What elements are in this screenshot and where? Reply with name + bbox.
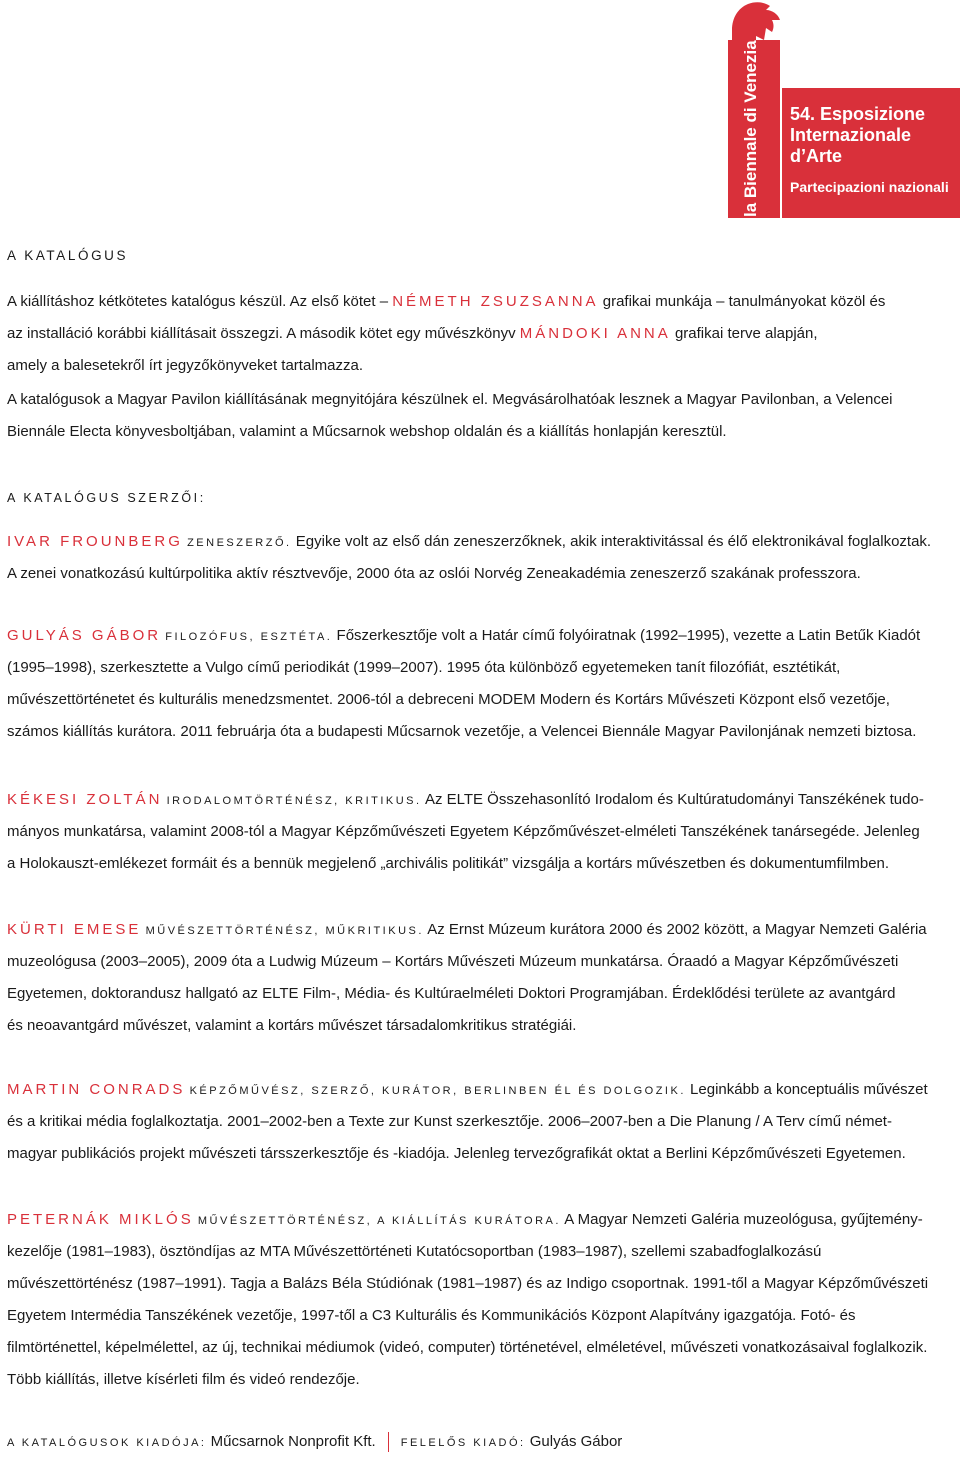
author-role: FILOZÓFUS, ESZTÉTA. (165, 631, 333, 643)
author-line (7, 1138, 953, 1170)
author-line (7, 1236, 953, 1268)
author-role: IRODALOMTÖRTÉNÉSZ, KRITIKUS. (166, 795, 422, 807)
author-name: PETERNÁK MIKLÓS (7, 1211, 194, 1228)
authors-title: A KATALÓGUS SZERZŐI: (7, 491, 206, 505)
responsible-publisher: Gulyás Gábor (529, 1433, 623, 1450)
author-line (7, 978, 953, 1010)
footer (7, 1426, 953, 1459)
intro-text: grafikai terve alapján, (670, 325, 818, 342)
biennale-logo (726, 0, 960, 218)
author-line (7, 526, 953, 559)
author-bio-text: számos kiállítás kurátora. 2011 februárja óta a budapesti Műcsarnok vezetője, a Velencei Biennále Magyar Pavilonjának nemzeti biztosa. (7, 723, 917, 740)
author-line (7, 1268, 953, 1300)
intro-text: A kiállításhoz kétkötetes katalógus készül. Az első kötet – (7, 293, 393, 310)
author-name: GULYÁS GÁBOR (7, 627, 162, 644)
author-line (7, 946, 953, 978)
author-name: KÉKESI ZOLTÁN (7, 791, 163, 808)
author-line (7, 914, 953, 947)
author-bio-text: Leginkább a konceptuális művészet (690, 1081, 928, 1098)
author-line (7, 1010, 953, 1042)
author-line (7, 848, 953, 880)
author-role: ZENESZERZŐ. (187, 537, 292, 549)
author-name: IVAR FROUNBERG (7, 533, 183, 550)
author-bio-text: kezelője (1981–1983), ösztöndíjas az MTA Művészettörténeti Kutatócsoportban (1983–1987), szellemi szabadfoglalkozású (7, 1243, 822, 1260)
author-bio-text: a Holokauszt-emlékezet formáit és a bennük megjelenő „archivális politikát” vizsgálja a kortárs művészetben és dokumentumfilmben. (7, 855, 890, 872)
logo-title: 54. Esposizione Internazionale d’Arte (790, 104, 926, 166)
section-title: A KATALÓGUS (7, 248, 129, 263)
author-bio-text: Több kiállítás, illetve kísérleti film és videó rendezője. (7, 1371, 360, 1388)
logo-title-box (782, 88, 960, 218)
intro-line (7, 318, 953, 350)
logo-subtitle: Partecipazioni nazionali (790, 179, 949, 195)
author-bio-text: (1995–1998), szerkesztette a Vulgo című periodikát (1999–2007). 1995 óta különböző egyetemeken tanít filozófiát, esztétikát, (7, 659, 841, 676)
author-bio-text: Egyetemen, doktorandusz hallgató az ELTE Film-, Média- és Kultúraelméleti Doktori Programjában. Érdeklődési területe az avantgárd (7, 985, 896, 1002)
author-role: MŰVÉSZETTÖRTÉNÉSZ, A KIÁLLÍTÁS KURÁTORA. (197, 1215, 561, 1227)
intro-line: A katalógusok a Magyar Pavilon kiállításának megnyitójára készülnek el. Megvásárolhatóak lesznek a Magyar Pavilonban, a Velencei (7, 391, 893, 408)
author-bio-text: Egyike volt az első dán zeneszerzőknek, akik interaktivitással és élő elektronikával foglalkoztak. (295, 533, 932, 550)
author-line (7, 1300, 953, 1332)
author-line (7, 1204, 953, 1237)
author-bio-text: művészettörténész (1987–1991). Tagja a Balázs Béla Stúdiónak (1981–1987) és az Indigo csoportnak. 1991-től a Magyar Képzőművészeti (7, 1275, 929, 1292)
responsible-label: FELELŐS KIADÓ: (400, 1437, 526, 1449)
author-line (7, 716, 953, 748)
author-line (7, 1106, 953, 1138)
author-bio-text: művészettörténetet és kulturális menedzsmentet. 2006-tól a debreceni MODEM Modern és Kortárs Művészeti Központ első vezetője, (7, 691, 890, 708)
author-line (7, 816, 953, 848)
author-role: MŰVÉSZETTÖRTÉNÉSZ, MŰKRITIKUS. (145, 925, 424, 937)
author-bio-text: A zenei vonatkozású kultúrpolitika aktív résztvevője, 2000 óta az oslói Norvég Zeneakadémia zeneszerző szakának professzora. (7, 565, 861, 582)
author-line (7, 558, 953, 590)
intro-text: az installáció korábbi kiállításait összegzi. A második kötet egy művészkönyv (7, 325, 520, 342)
intro-line: amely a balesetekről írt jegyzőkönyveket tartalmazza. (7, 357, 363, 374)
author-bio-text: Főszerkesztője volt a Határ című folyóiratnak (1992–1995), vezette a Latin Betűk Kiadót (336, 627, 921, 644)
author-bio-text: Az Ernst Múzeum kurátora 2000 és 2002 között, a Magyar Nemzeti Galéria (427, 921, 927, 938)
author-bio-text: Egyetem Intermédia Tanszékének vezetője, 1997-től a C3 Kulturális és Kommunikációs Központ Alapítvány igazgatója. Fotó- és (7, 1307, 856, 1324)
author-line (7, 1074, 953, 1107)
footer-divider (388, 1432, 389, 1452)
author-bio-text: mányos munkatársa, valamint 2008-tól a Magyar Képzőművészeti Egyetem Képzőművészet-elméleti Tanszékének tanársegéde. Jelenleg (7, 823, 920, 840)
publisher: Műcsarnok Nonprofit Kft. (210, 1433, 376, 1450)
author-bio-text: A Magyar Nemzeti Galéria muzeológusa, gyűjtemény- (564, 1211, 923, 1228)
designer-name: MÁNDOKI ANNA (519, 325, 671, 342)
logo-vertical-text: la Biennale di Venezia (741, 40, 760, 217)
author-bio-text: és neoavantgárd művészet, valamint a kortárs művészet társadalomkritikus stratégiái. (7, 1017, 577, 1034)
author-line (7, 652, 953, 684)
author-name: MARTIN CONRADS (7, 1081, 186, 1098)
author-line (7, 684, 953, 716)
publisher-label: A KATALÓGUSOK KIADÓJA: (7, 1437, 207, 1449)
intro-line (7, 286, 953, 318)
designer-name: NÉMETH ZSUZSANNA (392, 293, 599, 310)
author-bio-text: Az ELTE Összehasonlító Irodalom és Kultúratudományi Tanszékének tudo- (424, 791, 924, 808)
author-line (7, 784, 953, 817)
author-name: KÜRTI EMESE (7, 921, 142, 938)
author-role: KÉPZŐMŰVÉSZ, SZERZŐ, KURÁTOR, BERLINBEN ÉL ÉS DOLGOZIK. (189, 1085, 686, 1097)
author-bio-text: muzeológusa (2003–2005), 2009 óta a Ludwig Múzeum – Kortárs Művészeti Múzeum munkatársa. Óraadó a Magyar Képzőművészeti (7, 953, 899, 970)
author-bio-text: magyar publikációs projekt művészeti társszerkesztője és -kiadója. Jelenleg tervezőgrafikát oktat a Berlini Képzőművészeti Egyetemen. (7, 1145, 906, 1162)
author-bio-text: filmtörténettel, képelmélettel, az új, technikai médiumok (videó, computer) történetével, elméletével, művészeti vonatkozásaival foglalkozik. (7, 1339, 928, 1356)
intro-text: grafikai munkája – tanulmányokat közöl és (598, 293, 886, 310)
author-bio-text: és a kritikai média foglalkoztatja. 2001–2002-ben a Texte zur Kunst szerkesztője. 2006–2007-ben a Die Planung / A Terv című német- (7, 1113, 892, 1130)
author-line (7, 1364, 953, 1396)
author-line (7, 1332, 953, 1364)
logo-vertical-band (728, 40, 780, 218)
intro-line: Biennále Electa könyvesboltjában, valamint a Műcsarnok webshop oldalán és a kiállítás honlapján keresztül. (7, 423, 727, 440)
author-line (7, 620, 953, 653)
